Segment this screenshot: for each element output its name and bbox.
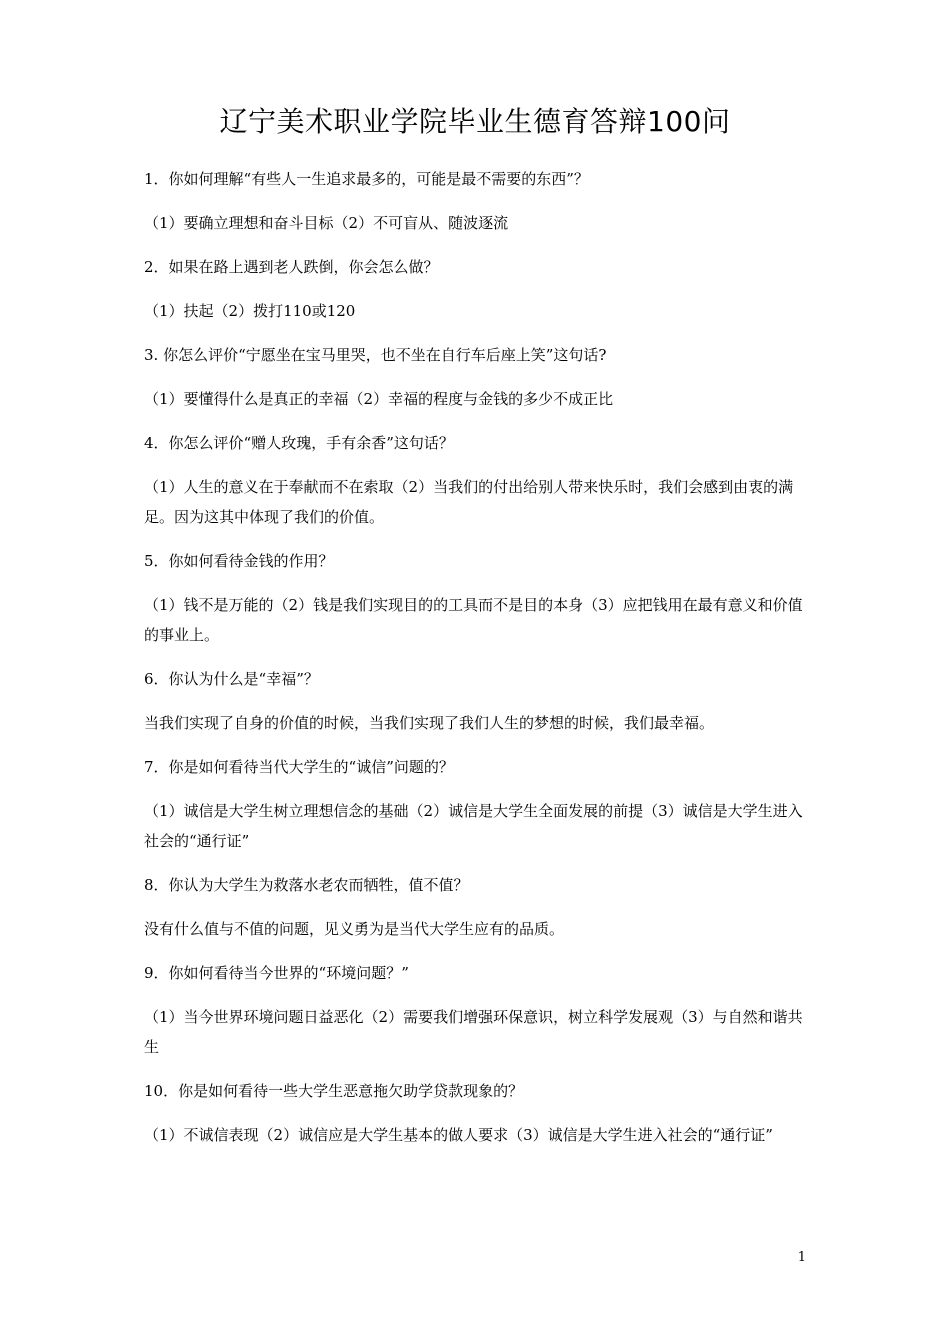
answer-10: （1）不诚信表现（2）诚信应是大学生基本的做人要求（3）诚信是大学生进入社会的“通行证” <box>144 1126 773 1144</box>
qa-list <box>144 164 812 1164</box>
answer-5: （1）钱不是万能的（2）钱是我们实现目的的工具而不是目的本身（3）应把钱用在最有意义和价值的事业上。 <box>144 596 803 644</box>
question-2: 2．如果在路上遇到老人跌倒，你会怎么做？ <box>144 258 439 276</box>
answer-3: （1）要懂得什么是真正的幸福（2）幸福的程度与金钱的多少不成正比 <box>144 390 614 408</box>
answer-7: （1）诚信是大学生树立理想信念的基础（2）诚信是大学生全面发展的前提（3）诚信是大学生进入社会的“通行证” <box>144 802 803 850</box>
answer-6: 当我们实现了自身的价值的时候，当我们实现了我们人生的梦想的时候，我们最幸福。 <box>144 714 715 732</box>
document-title: 辽宁美术职业学院毕业生德育答辩100问 <box>219 105 731 138</box>
question-5: 5．你如何看待金钱的作用？ <box>144 552 334 570</box>
question-8: 8．你认为大学生为救落水老农而牺牲，值不值？ <box>144 876 469 894</box>
answer-2: （1）扶起（2）拨打110或120 <box>144 302 356 320</box>
question-1: 1．你如何理解“有些人一生追求最多的，可能是最不需要的东西”？ <box>144 170 589 188</box>
answer-9: （1）当今世界环境问题日益恶化（2）需要我们增强环保意识，树立科学发展观（3）与自然和谐共生 <box>144 1008 803 1056</box>
page-number: 1 <box>797 1250 806 1265</box>
question-3: 3. 你怎么评价“宁愿坐在宝马里哭，也不坐在自行车后座上笑”这句话? <box>144 346 607 364</box>
question-9: 9．你如何看待当今世界的“环境问题？” <box>144 964 409 982</box>
answer-8: 没有什么值与不值的问题，见义勇为是当代大学生应有的品质。 <box>144 920 565 938</box>
answer-4: （1）人生的意义在于奉献而不在索取（2）当我们的付出给别人带来快乐时，我们会感到由衷的满足。因为这其中体现了我们的价值。 <box>144 478 794 526</box>
question-10: 10．你是如何看待一些大学生恶意拖欠助学贷款现象的？ <box>144 1082 524 1100</box>
question-6: 6．你认为什么是“幸福”？ <box>144 670 319 688</box>
question-4: 4．你怎么评价“赠人玫瑰，手有余香”这句话？ <box>144 434 454 452</box>
question-7: 7．你是如何看待当代大学生的“诚信”问题的？ <box>144 758 454 776</box>
answer-1: （1）要确立理想和奋斗目标（2）不可盲从、随波逐流 <box>144 214 509 232</box>
